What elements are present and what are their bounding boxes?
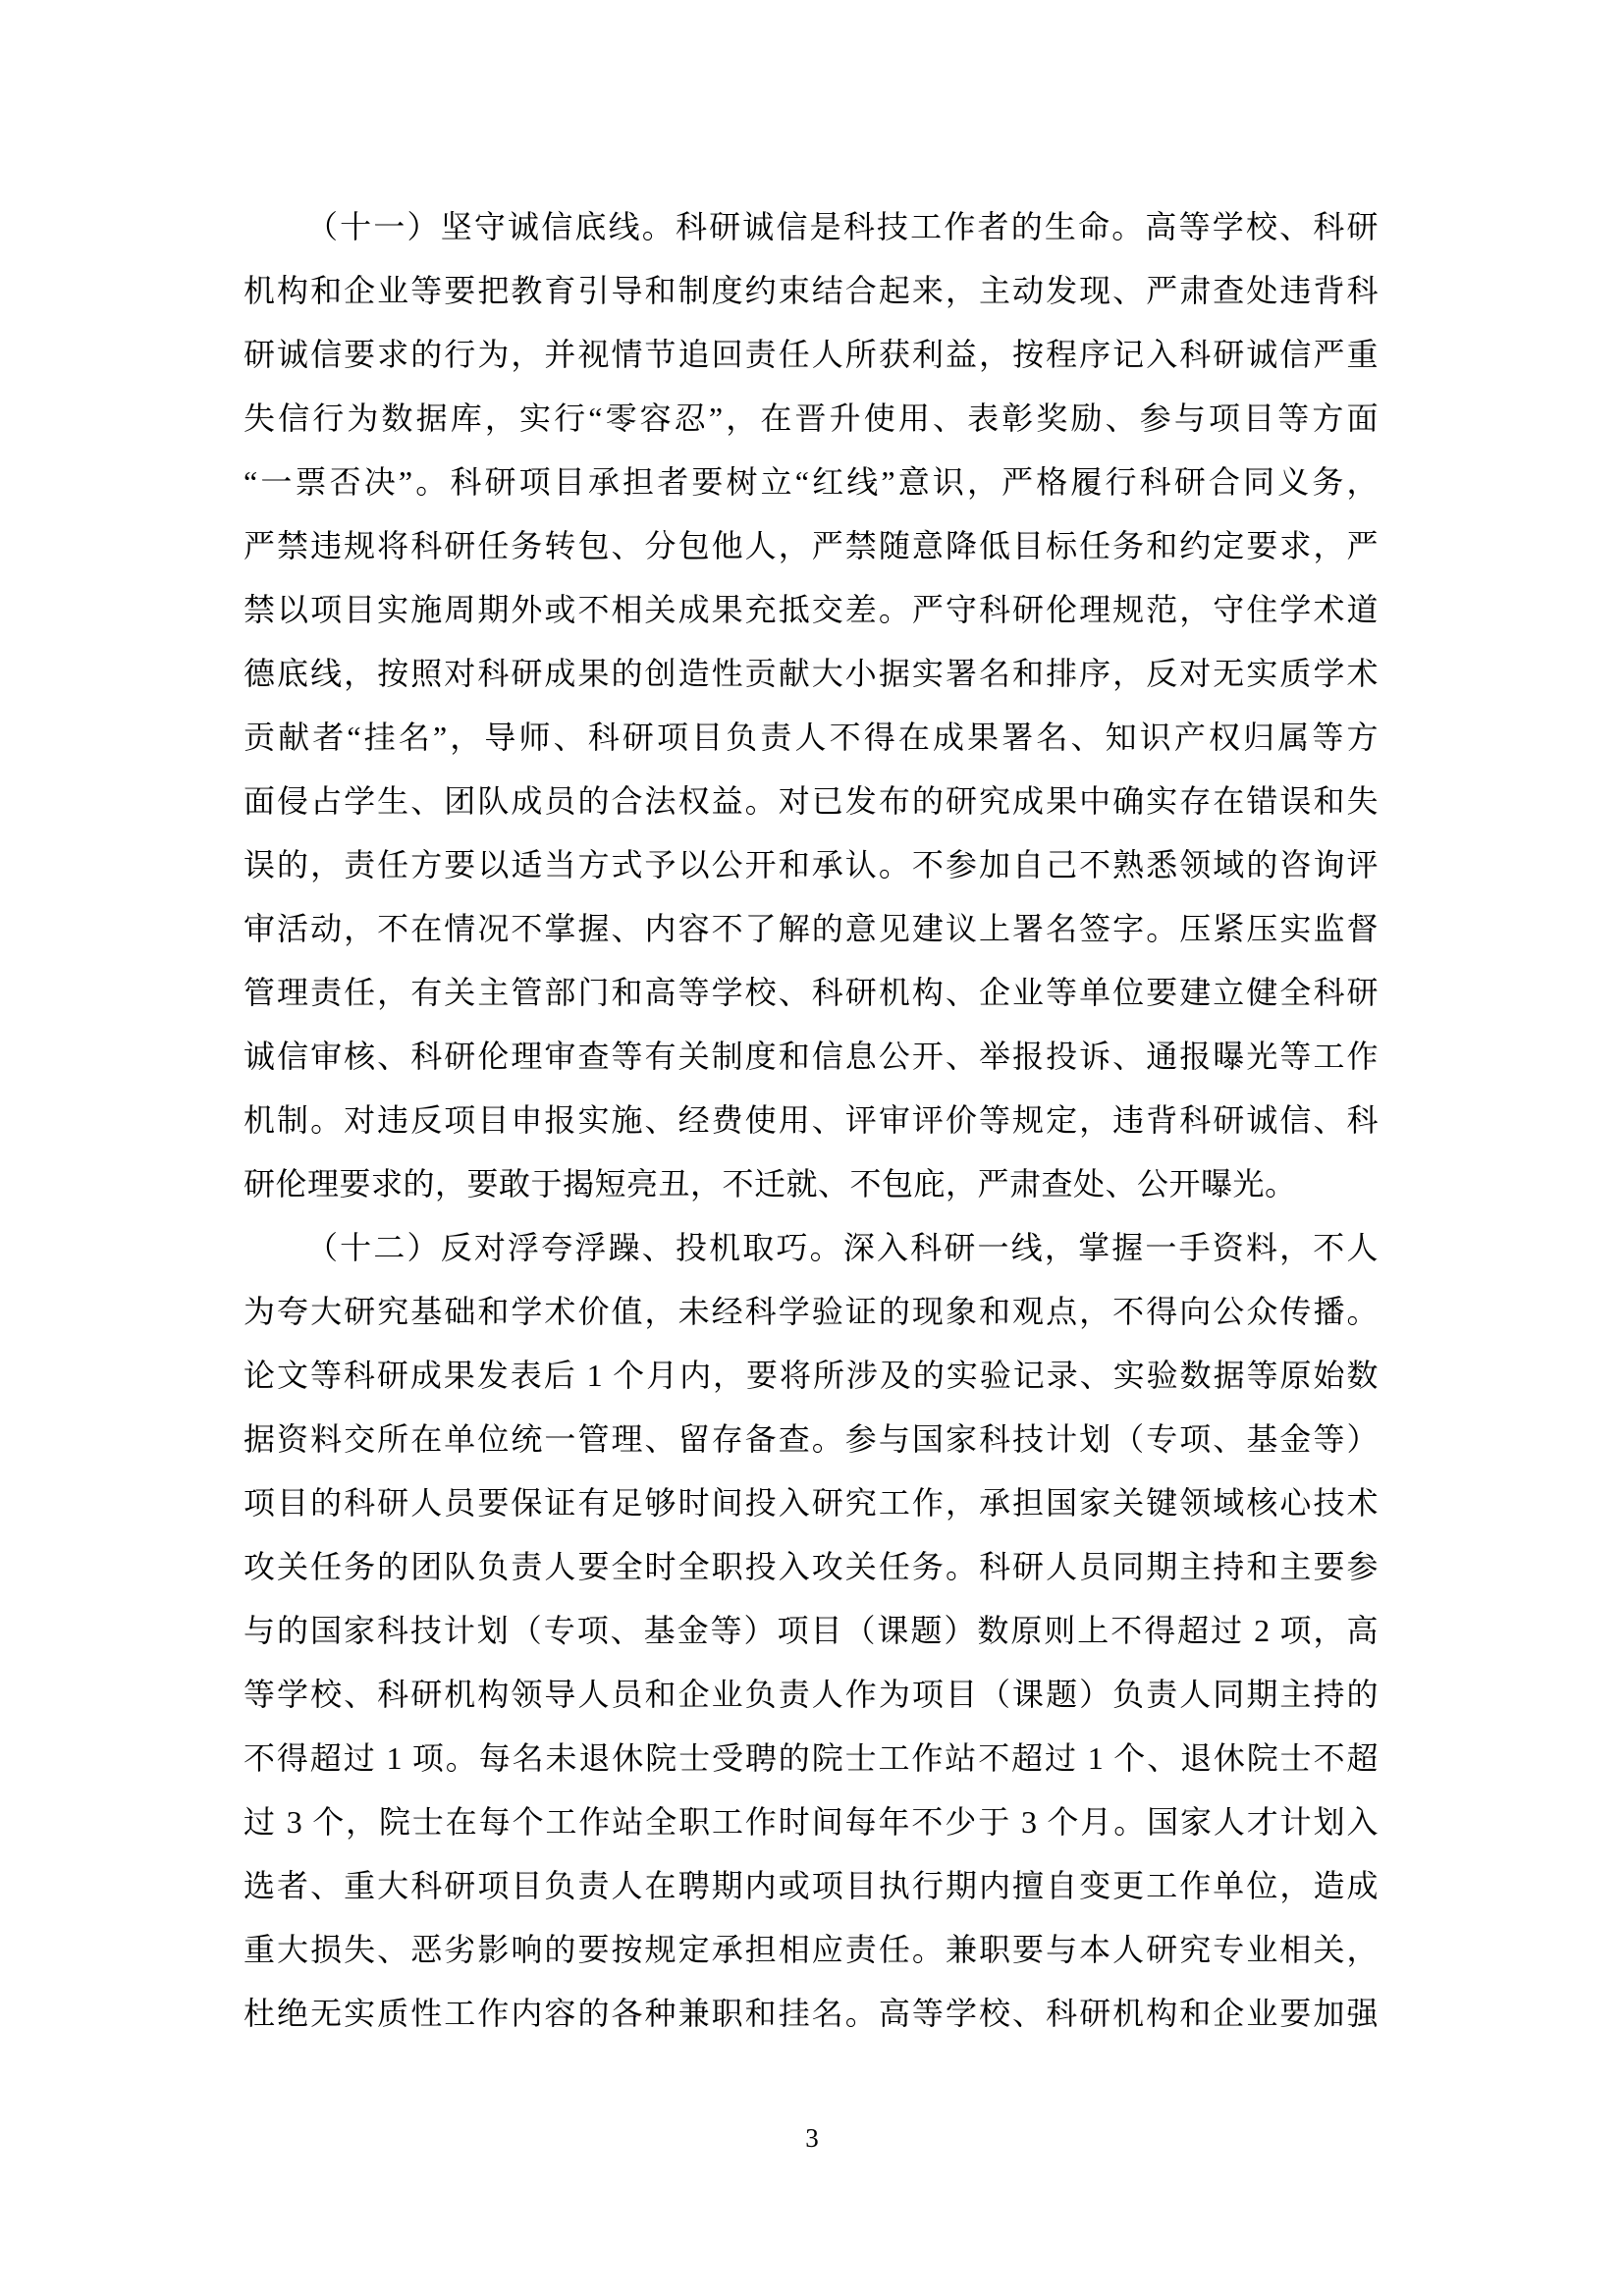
text-line: 管理责任，有关主管部门和高等学校、科研机构、企业等单位要建立健全科研 [244, 975, 1379, 1010]
text-line: 不得超过 1 项。每名未退休院士受聘的院士工作站不超过 1 个、退休院士不超 [244, 1740, 1379, 1776]
text-line: 误的，责任方要以适当方式予以公开和承认。不参加自己不熟悉领域的咨询评 [244, 847, 1379, 882]
text-line: 失信行为数据库，实行“零容忍”，在晋升使用、表彰奖励、参与项目等方面 [244, 400, 1379, 436]
text-line: 等学校、科研机构领导人员和企业负责人作为项目（课题）负责人同期主持的 [244, 1677, 1379, 1712]
text-line: 攻关任务的团队负责人要全时全职投入攻关任务。科研人员同期主持和主要参 [244, 1549, 1379, 1584]
text-line: 机制。对违反项目申报实施、经费使用、评审评价等规定，违背科研诚信、科 [244, 1102, 1379, 1138]
text-line: 杜绝无实质性工作内容的各种兼职和挂名。高等学校、科研机构和企业要加强 [244, 1996, 1379, 2031]
text-line: 选者、重大科研项目负责人在聘期内或项目执行期内擅自变更工作单位，造成 [244, 1868, 1379, 1903]
text-line: “一票否决”。科研项目承担者要树立“红线”意识，严格履行科研合同义务， [244, 464, 1379, 500]
text-line: （十二）反对浮夸浮躁、投机取巧。深入科研一线，掌握一手资料，不人 [306, 1230, 1379, 1265]
text-line: 研诚信要求的行为，并视情节追回责任人所获利益，按程序记入科研诚信严重 [244, 337, 1379, 372]
text-line: 过 3 个，院士在每个工作站全职工作时间每年不少于 3 个月。国家人才计划入 [244, 1804, 1379, 1840]
text-line: 严禁违规将科研任务转包、分包他人，严禁随意降低目标任务和约定要求，严 [244, 528, 1379, 563]
text-line: 德底线，按照对科研成果的创造性贡献大小据实署名和排序，反对无实质学术 [244, 656, 1379, 691]
text-line: 与的国家科技计划（专项、基金等）项目（课题）数原则上不得超过 2 项，高 [244, 1613, 1379, 1648]
text-line: 项目的科研人员要保证有足够时间投入研究工作，承担国家关键领域核心技术 [244, 1485, 1379, 1521]
text-line: 据资料交所在单位统一管理、留存备查。参与国家科技计划（专项、基金等） [244, 1421, 1379, 1457]
text-line: 面侵占学生、团队成员的合法权益。对已发布的研究成果中确实存在错误和失 [244, 783, 1379, 819]
text-line: 机构和企业等要把教育引导和制度约束结合起来，主动发现、严肃查处违背科 [244, 273, 1379, 308]
text-line: 为夸大研究基础和学术价值，未经科学验证的现象和观点，不得向公众传播。 [244, 1294, 1379, 1329]
text-line: 诚信审核、科研伦理审查等有关制度和信息公开、举报投诉、通报曝光等工作 [244, 1039, 1379, 1074]
text-line: 重大损失、恶劣影响的要按规定承担相应责任。兼职要与本人研究专业相关， [244, 1932, 1379, 1967]
document-body [244, 195, 1379, 2046]
page-number: 3 [805, 2123, 819, 2153]
text-line: 论文等科研成果发表后 1 个月内，要将所涉及的实验记录、实验数据等原始数 [244, 1358, 1379, 1393]
text-line: 贡献者“挂名”，导师、科研项目负责人不得在成果署名、知识产权归属等方 [244, 720, 1379, 755]
text-line: 禁以项目实施周期外或不相关成果充抵交差。严守科研伦理规范，守住学术道 [244, 592, 1379, 627]
text-line: 研伦理要求的，要敢于揭短亮丑，不迁就、不包庇，严肃查处、公开曝光。 [244, 1166, 1297, 1201]
text-line: （十一）坚守诚信底线。科研诚信是科技工作者的生命。高等学校、科研 [306, 209, 1379, 244]
text-line: 审活动，不在情况不掌握、内容不了解的意见建议上署名签字。压紧压实监督 [244, 911, 1379, 946]
